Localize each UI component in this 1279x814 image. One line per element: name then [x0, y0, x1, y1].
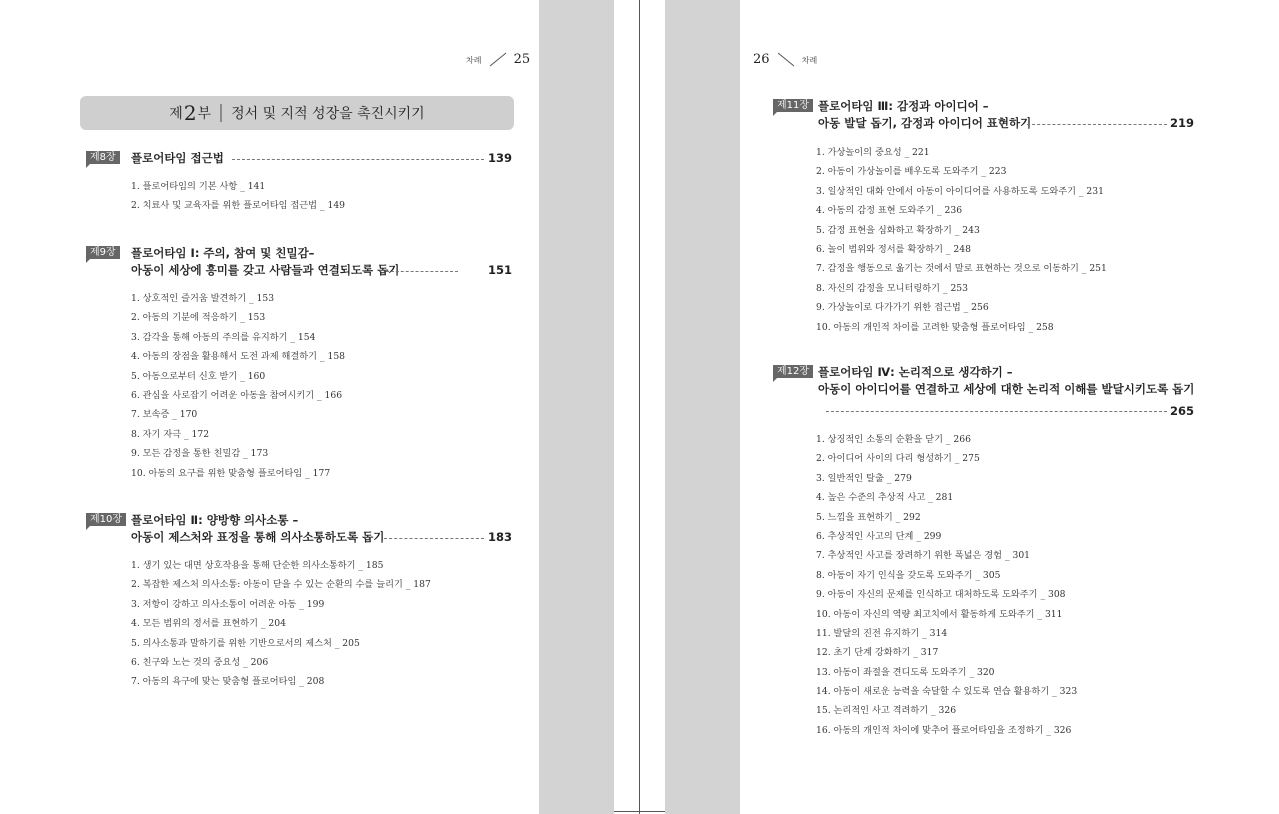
chapter-11-sections [816, 143, 1107, 337]
list-item[interactable]: 4. 모든 범위의 정서를 표현하기 _ 204 [131, 618, 286, 630]
list-item[interactable]: 16. 아동의 개인적 차이에 맞추어 플로어타임을 조정하기 _ 326 [816, 724, 1072, 736]
chapter-badge: 제9장 [86, 246, 120, 259]
chapter-title: 플로어타임 접근법 [131, 151, 224, 165]
folio-right [753, 48, 817, 67]
chapter-badge: 제10장 [86, 513, 126, 526]
folio-left [466, 48, 530, 67]
page-right [740, 0, 1279, 814]
dot-leader [232, 159, 484, 160]
list-item[interactable]: 9. 아동이 자신의 문제를 인식하고 대처하도록 도와주기 _ 308 [816, 589, 1066, 601]
dot-leader [386, 271, 458, 272]
chapter-title-line-1: 플로어타임 Ⅳ: 논리적으로 생각하기 – [818, 365, 1013, 379]
list-item[interactable]: 2. 치료사 및 교육자를 위한 플로어타임 접근법 _ 149 [131, 200, 346, 212]
list-item[interactable]: 3. 저항이 강하고 의사소통이 어려운 아동 _ 199 [131, 598, 325, 610]
folio-label: 차례 [466, 56, 482, 65]
list-item[interactable]: 1. 상징적인 소통의 순환을 닫기 _ 266 [816, 434, 971, 445]
part-prefix: 제 [169, 106, 183, 122]
chapter-9-sections [131, 289, 345, 483]
chapter-8-sections [131, 177, 345, 216]
list-item[interactable]: 4. 아동의 감정 표현 도와주기 _ 236 [816, 205, 963, 217]
slash-decoration-icon [775, 51, 797, 67]
list-item[interactable]: 6. 관심을 사로잡기 어려운 아동을 참여시키기 _ 166 [131, 389, 343, 401]
list-item[interactable]: 5. 아동으로부터 신호 받기 _ 160 [131, 370, 266, 382]
list-item[interactable]: 12. 초기 단계 강화하기 _ 317 [816, 647, 939, 659]
dot-leader [826, 411, 1167, 412]
list-item[interactable]: 14. 아동이 새로운 능력을 숙달할 수 있도록 연습 활용하기 _ 323 [816, 686, 1078, 698]
list-item[interactable]: 4. 아동의 장점을 활용해서 도전 과제 해결하기 _ 158 [131, 351, 346, 363]
chapter-badge: 제8장 [86, 151, 120, 164]
list-item[interactable]: 2. 아동의 기분에 적응하기 _ 153 [131, 312, 266, 324]
part-number: 2 [183, 101, 197, 125]
chapter-page: 183 [488, 530, 513, 544]
page-left [0, 0, 539, 814]
list-item[interactable]: 8. 자신의 감정을 모니터링하기 _ 253 [816, 282, 968, 294]
chapter-title-line-1: 플로어타임 Ⅱ: 양방향 의사소통 – [131, 513, 299, 527]
chapter-badge: 제12장 [773, 365, 813, 378]
list-item[interactable]: 13. 아동이 좌절을 견디도록 도와주기 _ 320 [816, 666, 995, 678]
list-item[interactable]: 10. 아동의 요구를 위한 맞춤형 플로어타임 _ 177 [131, 467, 331, 479]
list-item[interactable]: 10. 아동의 개인적 차이를 고려한 맞춤형 플로어타임 _ 258 [816, 321, 1054, 333]
chapter-title-line-2: 아동이 세상에 흥미를 갖고 사람들과 연결되도록 돕기 [131, 263, 400, 277]
list-item[interactable]: 6. 놀이 범위와 정서를 확장하기 _ 248 [816, 243, 971, 255]
list-item[interactable]: 7. 감정을 행동으로 옮기는 것에서 말로 표현하는 것으로 이동하기 _ 251 [816, 263, 1107, 275]
dot-leader [1027, 124, 1167, 125]
list-item[interactable]: 5. 느낌을 표현하기 _ 292 [816, 511, 921, 523]
list-item[interactable]: 3. 일반적인 탈출 _ 279 [816, 472, 912, 484]
list-item[interactable]: 6. 친구와 노는 것의 중요성 _ 206 [131, 656, 269, 668]
chapter-title-line-2: 아동이 제스처와 표정을 통해 의사소통하도록 돕기 [131, 530, 385, 544]
list-item[interactable]: 1. 상호적인 즐거움 발견하기 _ 153 [131, 293, 275, 304]
chapter-12-sections [816, 430, 1077, 740]
gutter-shade-left [539, 0, 614, 814]
slash-decoration-icon [487, 51, 509, 67]
list-item[interactable]: 5. 의사소통과 말하기를 위한 기반으로서의 제스처 _ 205 [131, 637, 360, 649]
part-suffix: 부 [197, 106, 212, 122]
spine-line [639, 0, 640, 814]
list-item[interactable]: 7. 보속증 _ 170 [131, 409, 198, 421]
page-number: 26 [753, 52, 770, 67]
list-item[interactable]: 8. 자기 자극 _ 172 [131, 428, 210, 440]
chapter-title-line-1: 플로어타임 Ⅲ: 감정과 아이디어 – [818, 99, 989, 113]
part-title: 정서 및 지적 성장을 촉진시키기 [231, 106, 425, 122]
list-item[interactable]: 4. 높은 수준의 추상적 사고 _ 281 [816, 492, 954, 504]
list-item[interactable]: 8. 아동이 자기 인식을 갖도록 도와주기 _ 305 [816, 569, 1001, 581]
list-item[interactable]: 1. 플로어타임의 기본 사항 _ 141 [131, 181, 266, 192]
chapter-title-line-1: 플로어타임 Ⅰ: 주의, 참여 및 친밀감– [131, 246, 315, 260]
list-item[interactable]: 7. 추상적인 사고를 장려하기 위한 폭넓은 경험 _ 301 [816, 550, 1031, 562]
list-item[interactable]: 9. 모든 감정을 통한 친밀감 _ 173 [131, 448, 269, 460]
gutter-shade-right [665, 0, 740, 814]
list-item[interactable]: 1. 생기 있는 대면 상호작용을 통해 단순한 의사소통하기 _ 185 [131, 560, 384, 571]
folio-label: 차례 [801, 56, 818, 65]
chapter-page: 219 [1170, 116, 1195, 130]
list-item[interactable]: 1. 가상놀이의 중요성 _ 221 [816, 147, 930, 158]
list-item[interactable]: 3. 감각을 통해 아동의 주의를 유지하기 _ 154 [131, 331, 316, 343]
list-item[interactable]: 2. 아이디어 사이의 다리 형성하기 _ 275 [816, 453, 980, 465]
list-item[interactable]: 5. 감정 표현을 심화하고 확장하기 _ 243 [816, 224, 980, 236]
list-item[interactable]: 6. 추상적인 사고의 단계 _ 299 [816, 530, 942, 542]
list-item[interactable]: 2. 복잡한 제스처 의사소통: 아동이 닫을 수 있는 순환의 수를 늘리기 _ 187 [131, 579, 431, 591]
chapter-badge: 제11장 [773, 99, 813, 112]
list-item[interactable]: 7. 아동의 욕구에 맞는 맞춤형 플로어타임 _ 208 [131, 676, 325, 688]
part-divider [220, 104, 222, 122]
page-number: 25 [513, 52, 531, 67]
part-banner [80, 96, 514, 130]
chapter-page: 265 [1170, 404, 1195, 418]
chapter-page: 151 [488, 263, 513, 277]
dot-leader [384, 538, 484, 539]
list-item[interactable]: 9. 가상놀이로 다가가기 위한 접근법 _ 256 [816, 302, 989, 314]
list-item[interactable]: 2. 아동이 가상놀이를 배우도록 도와주기 _ 223 [816, 166, 1007, 178]
chapter-title-line-2: 아동이 아이디어를 연결하고 세상에 대한 논리적 이해를 발달시키도록 돕기 [818, 382, 1195, 396]
list-item[interactable]: 11. 발달의 진전 유지하기 _ 314 [816, 627, 948, 639]
list-item[interactable]: 10. 아동이 자신의 역량 최고치에서 활동하게 도와주기 _ 311 [816, 608, 1063, 620]
chapter-page: 139 [488, 151, 513, 165]
chapter-10-sections [131, 556, 431, 692]
list-item[interactable]: 3. 일상적인 대화 안에서 아동이 아이디어를 사용하도록 도와주기 _ 231 [816, 185, 1104, 197]
list-item[interactable]: 15. 논리적인 사고 격려하기 _ 326 [816, 705, 957, 717]
spine-bottom-edge [614, 811, 665, 812]
chapter-title-line-2: 아동 발달 돕기, 감정과 아이디어 표현하기 [818, 116, 1032, 130]
